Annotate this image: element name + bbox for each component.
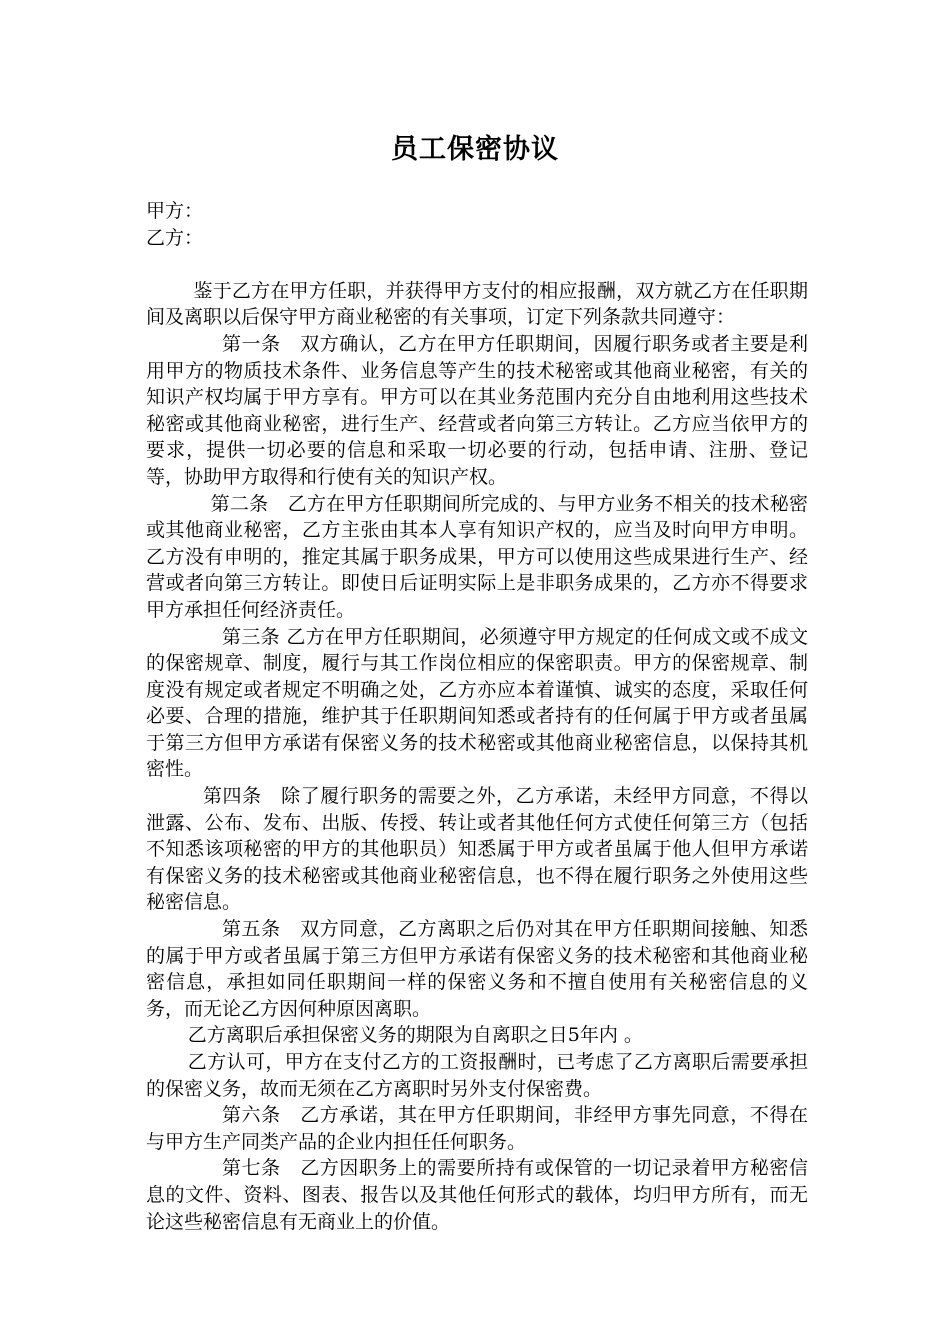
document-title: 员工保密协议	[391, 134, 559, 165]
confidentiality-term-paragraph: 乙方离职后承担保密义务的期限为自离职之日5年内 。	[187, 1024, 643, 1047]
article-7: 第七条 乙方因职务上的需要所持有或保管的一切记录着甲方秘密信息的文件、资料、图表、报告以及其他任何形式的载体，均归甲方所有，而无论这些秘密信息有无商业上的价值。	[146, 1157, 808, 1233]
document-body	[146, 198, 808, 1235]
article-4: 第四条 除了履行职务的需要之外，乙方承诺，未经甲方同意，不得以泄露、公布、发布、出版、传授、转让或者其他任何方式使任何第三方（包括不知悉该项秘密的甲方的其他职员）知悉属于甲方或者虽属于他人但甲方承诺有保密义务的技术秘密或其他商业秘密信息，也不得在履行职务之外使用这些秘密信息。	[146, 785, 808, 914]
article-2: 第二条 乙方在甲方任职期间所完成的、与甲方业务不相关的技术秘密或其他商业秘密，乙方主张由其本人享有知识产权的，应当及时向甲方申明。乙方没有申明的，推定其属于职务成果，甲方可以使用这些成果进行生产、经营或者向第三方转让。即使日后证明实际上是非职务成果的，乙方亦不得要求甲方承担任何经济责任。	[146, 492, 808, 621]
article-3: 第三条 乙方在甲方任职期间，必须遵守甲方规定的任何成文或不成文的保密规章、制度，履行与其工作岗位相应的保密职责。甲方的保密规章、制度没有规定或者规定不明确之处，乙方亦应本着谨慎、诚实的态度，采取任何必要、合理的措施，维护其于任职期间知悉或者持有的任何属于甲方或者虽属于第三方但甲方承诺有保密义务的技术秘密或其他商业秘密信息，以保持其机密性。	[146, 625, 808, 781]
acknowledgement-paragraph: 乙方认可，甲方在支付乙方的工资报酬时，已考虑了乙方离职后需要承担的保密义务，故而无须在乙方离职时另外支付保密费。	[146, 1051, 808, 1100]
party-a-label: 甲方：	[146, 200, 204, 222]
article-6: 第六条 乙方承诺，其在甲方任职期间，非经甲方事先同意，不得在与甲方生产同类产品的企业内担任任何职务。	[146, 1104, 808, 1153]
party-b-label: 乙方：	[146, 226, 204, 249]
article-5: 第五条 双方同意，乙方离职之后仍对其在甲方任职期间接触、知悉的属于甲方或者虽属于第三方但甲方承诺有保密义务的技术秘密和其他商业秘密信息，承担如同任职期间一样的保密义务和不擅自使用有关秘密信息的义务，而无论乙方因何种原因离职。	[146, 918, 808, 1020]
article-1: 第一条 双方确认，乙方在甲方任职期间，因履行职务或者主要是利用甲方的物质技术条件、业务信息等产生的技术秘密或其他商业秘密，有关的知识产权均属于甲方享有。甲方可以在其业务范围内充分自由地利用这些技术秘密或其他商业秘密，进行生产、经营或者向第三方转让。乙方应当依甲方的要求，提供一切必要的信息和采取一切必要的行动，包括申请、注册、登记等，协助甲方取得和行使有关的知识产权。	[146, 332, 808, 488]
intro-paragraph: 鉴于乙方在甲方任职，并获得甲方支付的相应报酬，双方就乙方在任职期间及离职以后保守甲方商业秘密的有关事项，订定下列条款共同遵守：	[146, 279, 808, 329]
blank-line	[146, 251, 808, 278]
